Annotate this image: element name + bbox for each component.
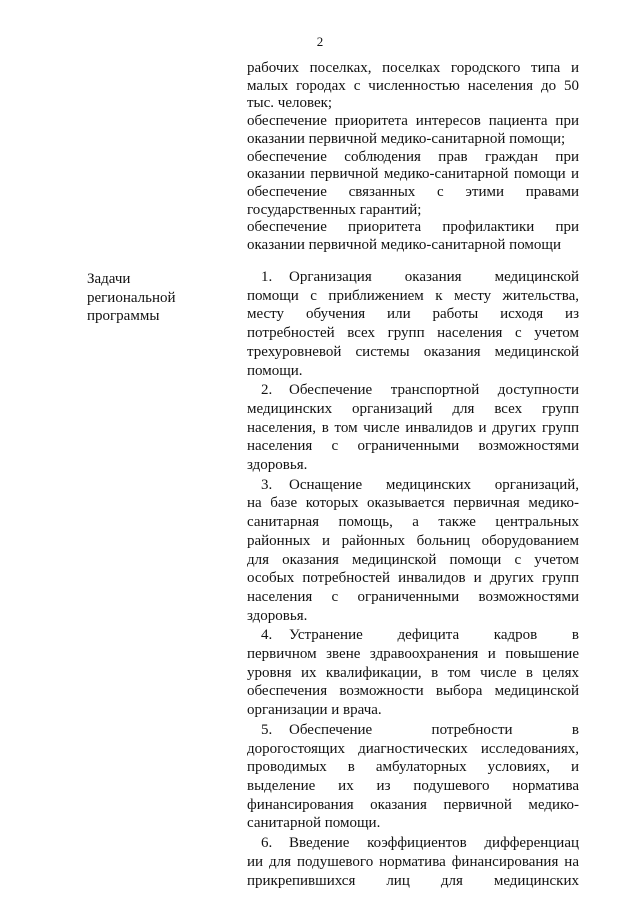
task-item xyxy=(247,834,579,890)
task-line: помощи. xyxy=(247,362,303,379)
task-item xyxy=(247,626,579,720)
task-text: Введение коэффициентов дифференциац xyxy=(289,835,579,852)
task-line: организации и врача. xyxy=(247,702,382,719)
task-line: для оказания медицинской помощи с учетом xyxy=(247,551,579,568)
task-line: проводимых в амбулаторных условиях, и xyxy=(247,759,579,776)
task-first-line xyxy=(247,626,579,645)
task-line: потребностей всех групп населения с учетом xyxy=(247,325,579,342)
task-line: особых потребностей инвалидов и других групп xyxy=(247,570,579,587)
task-item xyxy=(247,476,579,626)
section-label-line: программы xyxy=(87,308,160,324)
task-number: 4. xyxy=(261,627,273,644)
section-label-line: региональной xyxy=(87,289,176,306)
task-line: выделение их из подушевого норматива xyxy=(247,777,579,794)
task-number: 2. xyxy=(261,382,273,399)
intro-line: оказании первичной медико-санитарной помощи и xyxy=(247,166,579,183)
task-line: санитарной помощи. xyxy=(247,815,381,832)
tasks-list xyxy=(247,268,579,891)
task-first-line xyxy=(247,268,579,287)
intro-line: оказании первичной медико-санитарной помощи xyxy=(247,237,561,254)
task-line: уровня их квалификации, в том числе в целях xyxy=(247,664,579,681)
task-line: районных и районных больниц оборудованием xyxy=(247,532,579,549)
task-item xyxy=(247,721,579,833)
task-text: Устранение дефицита кадров в xyxy=(289,627,579,644)
intro-line: обеспечение приоритета профилактики при xyxy=(247,219,579,236)
task-line: ии для подушевого норматива финансирования на xyxy=(247,853,579,870)
page-number: 2 xyxy=(316,34,324,49)
task-number: 5. xyxy=(261,721,273,738)
intro-line: обеспечение приоритета интересов пациента при xyxy=(247,113,579,130)
task-line: населения, в том числе инвалидов и других групп xyxy=(247,419,579,436)
task-line: финансирования оказания первичной медико- xyxy=(247,796,579,813)
task-text: Организация оказания медицинской xyxy=(289,269,579,285)
intro-line: государственных гарантий; xyxy=(247,201,422,218)
task-number: 6. xyxy=(261,835,273,852)
intro-line: оказании первичной медико-санитарной помощи; xyxy=(247,130,566,147)
task-text: Обеспечение транспортной доступности xyxy=(289,382,579,399)
task-line: месту обучения или работы исходя из xyxy=(247,306,579,323)
task-line: населения с ограниченными возможностями xyxy=(247,588,579,605)
task-number: 1. xyxy=(261,269,273,285)
intro-line: обеспечение связанных с этими правами xyxy=(247,183,579,200)
task-line: медицинских организаций для всех групп xyxy=(247,400,579,417)
intro-line: рабочих поселках, поселках городского типа и xyxy=(247,60,579,76)
task-line: обеспечения возможности выбора медицинской xyxy=(247,683,579,700)
task-line: первичном звене здравоохранения и повышение xyxy=(247,646,579,663)
task-text: Обеспечение потребности в xyxy=(289,721,579,738)
task-line: прикрепившихся лиц для медицинских xyxy=(247,872,579,889)
task-text: Оснащение медицинских организаций, xyxy=(289,476,579,493)
task-line: здоровья. xyxy=(247,607,308,624)
task-line: здоровья. xyxy=(247,457,308,474)
task-first-line xyxy=(247,834,579,853)
task-line: санитарная помощь, а также центральных xyxy=(247,514,579,531)
task-item xyxy=(247,268,579,380)
section-label-line: Задачи xyxy=(87,271,131,287)
intro-line: тыс. человек; xyxy=(247,95,333,112)
task-line: помощи с приближением к месту жительства, xyxy=(247,287,579,304)
intro-line: малых городах с численностью населения до 50 xyxy=(247,77,579,94)
task-first-line xyxy=(247,381,579,400)
section-label-tasks xyxy=(87,270,207,326)
task-first-line xyxy=(247,476,579,495)
task-line: трехуровневой системы оказания медицинской xyxy=(247,343,579,360)
task-first-line xyxy=(247,721,579,740)
task-line: населения с ограниченными возможностями xyxy=(247,438,579,455)
task-item xyxy=(247,381,579,475)
intro-text-block xyxy=(247,60,579,255)
task-number: 3. xyxy=(261,476,273,493)
intro-line: обеспечение соблюдения прав граждан при xyxy=(247,148,579,165)
task-line: дорогостоящих диагностических исследованиях, xyxy=(247,740,579,757)
task-line: на базе которых оказывается первичная медико- xyxy=(247,495,579,512)
